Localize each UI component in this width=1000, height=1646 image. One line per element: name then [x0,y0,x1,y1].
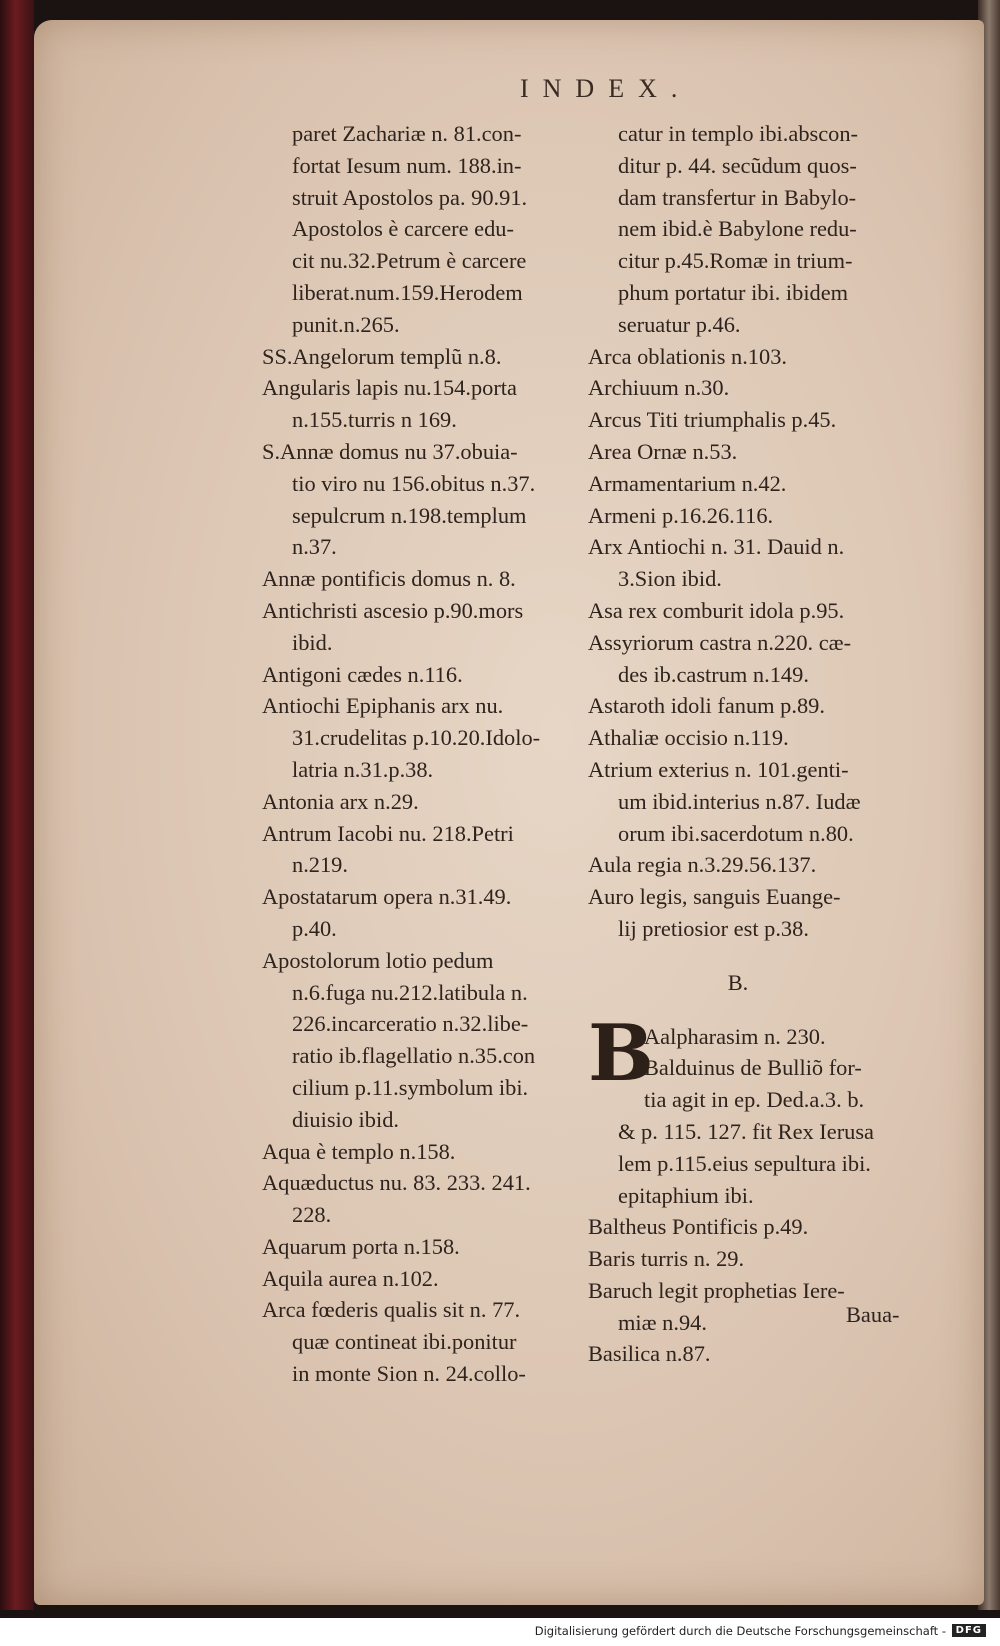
index-entry-line: diuisio ibid. [292,1106,399,1132]
index-entry-line: & p. 115. 127. fit Rex Ierusa [618,1118,874,1144]
index-entry-line: cit nu.32.Petrum è carcere [292,248,527,274]
index-entry-line: Arca oblationis n.103. [588,343,787,369]
index-entry-line: Balduinus de Bulliõ for- [644,1055,862,1081]
index-entry-line: Aquarum porta n.158. [262,1233,460,1259]
index-entry-line: epitaphium ibi. [618,1182,754,1208]
index-entry-line: Angularis lapis nu.154.porta [262,375,517,401]
index-entry-line: Asa rex comburit idola p.95. [588,597,845,623]
index-entry-line: fortat Iesum num. 188.in- [292,152,522,178]
index-entry-line: liberat.num.159.Herodem [292,279,523,305]
index-entry-line: Athaliæ occisio n.119. [588,725,789,751]
index-entry-line: n.155.turris n 169. [292,407,457,433]
index-entry-line: citur p.45.Romæ in trium- [618,248,853,274]
index-entry-line: lij pretiosior est p.38. [618,915,809,941]
index-entry-line: orum ibi.sacerdotum n.80. [618,820,854,846]
index-entry-line: n.6.fuga nu.212.latibula n. [292,979,528,1005]
index-entry-line: seruatur p.46. [618,311,741,337]
index-entry-line: Aula regia n.3.29.56.137. [588,852,817,878]
index-entry-line: Auro legis, sanguis Euange- [588,884,841,910]
index-entry-line: Baris turris n. 29. [588,1246,745,1272]
index-entry-line: Annæ pontificis domus n. 8. [262,566,516,592]
index-entry-line: n.37. [292,534,337,560]
index-entry-line: Antiochi Epiphanis arx nu. [262,693,504,719]
index-entry-line: Aquila aurea n.102. [262,1265,439,1291]
index-entry-line: ditur p. 44. secũdum quos- [618,152,857,178]
index-entry-line: latria n.31.p.38. [292,756,434,782]
index-entry-line: Atrium exterius n. 101.genti- [588,756,849,782]
catchword: Baua- [846,1302,900,1327]
index-entry-line: Armamentarium n.42. [588,470,787,496]
index-entry-line: struit Apostolos pa. 90.91. [292,184,528,210]
index-entry-line: Antichristi ascesio p.90.mors [262,597,524,623]
index-entry-line: ibid. [292,629,333,655]
index-entry-line: Arx Antiochi n. 31. Dauid n. [588,534,845,560]
index-entry-line: cilium p.11.symbolum ibi. [292,1074,529,1100]
index-entry-line: sepulcrum n.198.templum [292,502,527,528]
index-entry-line: Apostolos è carcere edu- [292,216,514,242]
index-entry-line: Assyriorum castra n.220. cæ- [588,629,852,655]
index-entry-line: Aquæductus nu. 83. 233. 241. [262,1170,531,1196]
section-heading-b: B. [727,969,749,995]
index-entry-line: 226.incarceratio n.32.libe- [292,1011,529,1037]
section-spacer [588,945,918,967]
page-header: INDEX. [520,74,692,103]
index-entry-line: um ibid.interius n.87. Iudæ [618,788,861,814]
index-entry-line: Area Ornæ n.53. [588,438,738,464]
index-entry-line: Antonia arx n.29. [262,788,419,814]
index-entry-line: S.Annæ domus nu 37.obuia- [262,438,518,464]
index-column-left [262,118,592,1390]
index-entry-line: Aalpharasim n. 230. [644,1023,826,1049]
index-entry-line: Arcus Titi triumphalis p.45. [588,407,837,433]
index-entry-line: Baruch legit prophetias Iere- [588,1277,845,1303]
footer-credit: Digitalisierung gefördert durch die Deutsche Forschungsgemeinschaft - [534,1624,946,1638]
index-entry-line: Arca fœderis qualis sit n. 77. [262,1297,521,1323]
index-entry-line: quæ contineat ibi.ponitur [292,1329,517,1355]
index-entry-line: n.219. [292,852,348,878]
index-entry-line: dam transfertur in Babylo- [618,184,857,210]
index-entry-line: p.40. [292,915,337,941]
index-entry-line: des ib.castrum n.149. [618,661,809,687]
dfg-logo: DFG [952,1624,986,1637]
index-entry-line: Archiuum n.30. [588,375,730,401]
index-entry-line: Antrum Iacobi nu. 218.Petri [262,820,514,846]
index-entry-line: phum portatur ibi. ibidem [618,279,849,305]
index-entry-line: Apostolorum lotio pedum [262,947,494,973]
index-entry-line: 3.Sion ibid. [618,566,722,592]
index-entry-line: paret Zachariæ n. 81.con- [292,121,522,146]
index-entry-line: catur in templo ibi.abscon- [618,121,859,146]
index-column-right [588,118,918,1370]
footer-bar [0,1618,1000,1646]
index-entry-line: Astaroth idoli fanum p.89. [588,693,825,719]
index-entry-line: miæ n.94. [618,1309,707,1335]
index-entry-line: tia agit in ep. Ded.a.3. b. [644,1087,865,1113]
index-entry-line: Apostatarum opera n.31.49. [262,884,512,910]
index-entry-line: 228. [292,1202,332,1228]
index-entry-line: Aqua è templo n.158. [262,1138,456,1164]
dropcap-letter: B [588,1007,654,1099]
index-entry-line: ratio ib.flagellatio n.35.con [292,1043,536,1069]
index-entry-line: Basilica n.87. [588,1341,711,1367]
dropcap-block [588,1007,918,1116]
index-entry-line: 31.crudelitas p.10.20.Idolo- [292,725,541,751]
index-entry-line: Baltheus Pontificis p.49. [588,1214,809,1240]
index-entry-line: Antigoni cædes n.116. [262,661,463,687]
index-entry-line: tio viro nu 156.obitus n.37. [292,470,536,496]
index-entry-line: SS.Angelorum templũ n.8. [262,343,502,369]
index-entry-line: punit.n.265. [292,311,400,337]
index-entry-line: lem p.115.eius sepultura ibi. [618,1150,871,1176]
index-entry-line: nem ibid.è Babylone redu- [618,216,857,242]
index-entry-line: Armeni p.16.26.116. [588,502,774,528]
index-entry-line: in monte Sion n. 24.collo- [292,1361,526,1387]
book-spine-left [0,0,34,1610]
